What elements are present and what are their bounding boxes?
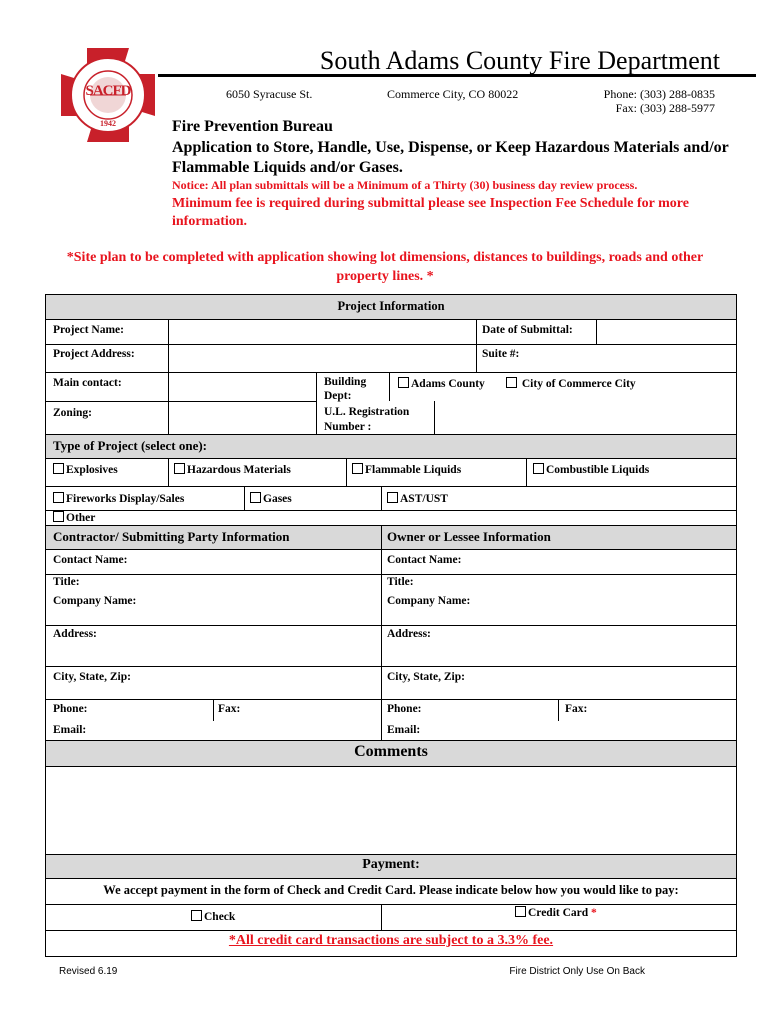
owner-fax-field[interactable]: [592, 701, 734, 719]
owner-phone-label: Phone:: [387, 703, 422, 715]
owner-title-label: Title:: [387, 576, 414, 588]
logo-arc-text: [57, 49, 159, 50]
pay-by-check-option[interactable]: [191, 910, 235, 923]
commerce-city-checkbox[interactable]: [506, 377, 517, 388]
bureau-title: Fire Prevention Bureau: [172, 118, 333, 135]
contractor-city-label: City, State, Zip:: [53, 671, 131, 683]
application-title: Application to Store, Handle, Use, Dispense, or Keep Hazardous Materials and/or Flammable Liquids and/or Gases.: [172, 139, 729, 176]
contractor-phone-label: Phone:: [53, 703, 88, 715]
owner-fax-label: Fax:: [565, 703, 588, 715]
contractor-title-label: Title:: [53, 576, 80, 588]
logo-year: 1942: [100, 119, 116, 128]
owner-contact-name-field[interactable]: [480, 551, 734, 572]
check-checkbox[interactable]: [191, 910, 202, 921]
owner-section-title: Owner or Lessee Information: [387, 529, 551, 544]
owner-city-field[interactable]: [480, 668, 734, 697]
option-explosives[interactable]: [53, 463, 118, 476]
owner-phone-field[interactable]: [430, 701, 555, 719]
department-name: South Adams County Fire Department: [319, 46, 720, 75]
project-address-label: Project Address:: [53, 348, 135, 360]
contractor-contact-name-label: Contact Name:: [53, 554, 128, 566]
payment-instruction: We accept payment in the form of Check and Credit Card. Please indicate below how you would like to pay:: [103, 883, 679, 897]
application-form: [45, 294, 737, 957]
hazardous-materials-checkbox[interactable]: [174, 463, 185, 474]
gases-checkbox[interactable]: [250, 492, 261, 503]
adams-county-text: Adams County: [411, 378, 485, 390]
flammable-liquids-text: Flammable Liquids: [365, 464, 462, 476]
option-flammable-liquids[interactable]: [352, 463, 461, 476]
contractor-address-field[interactable]: [106, 627, 378, 664]
date-of-submittal-label: Date of Submittal:: [482, 324, 573, 336]
owner-title-field[interactable]: [420, 576, 734, 590]
project-name-field[interactable]: [170, 321, 474, 342]
gases-text: Gases: [263, 493, 292, 505]
option-fireworks[interactable]: [53, 492, 184, 505]
owner-company-field[interactable]: [480, 593, 734, 623]
owner-company-label: Company Name:: [387, 595, 471, 607]
contractor-fax-field[interactable]: [246, 701, 378, 719]
combustible-liquids-text: Combustible Liquids: [546, 464, 650, 476]
option-combustible-liquids[interactable]: [533, 463, 649, 476]
phone-number: Phone: (303) 288-0835: [603, 87, 715, 101]
option-other[interactable]: [53, 511, 95, 524]
contractor-title-field[interactable]: [86, 576, 378, 590]
owner-contact-name-label: Contact Name:: [387, 554, 462, 566]
explosives-checkbox[interactable]: [53, 463, 64, 474]
fax-number: Fax: (303) 288-5977: [615, 101, 715, 115]
project-address-field[interactable]: [170, 346, 474, 370]
owner-email-label: Email:: [387, 724, 421, 736]
logo-letters: SACFD: [85, 83, 131, 99]
combustible-liquids-checkbox[interactable]: [533, 463, 544, 474]
adams-county-option[interactable]: [398, 377, 485, 390]
contractor-contact-name-field[interactable]: [146, 551, 378, 572]
main-contact-field[interactable]: [170, 374, 314, 400]
commerce-city-text: City of Commerce City: [521, 378, 636, 390]
review-notice: Notice: All plan submittals will be a Minimum of a Thirty (30) business day review process.: [172, 178, 638, 192]
project-info-title: Project Information: [337, 299, 445, 313]
credit-card-checkbox[interactable]: [515, 906, 526, 917]
suite-label: Suite #:: [482, 348, 520, 360]
contractor-company-field[interactable]: [146, 593, 378, 623]
project-name-label: Project Name:: [53, 324, 124, 336]
credit-card-asterisk: *: [591, 907, 597, 919]
contractor-email-label: Email:: [53, 724, 87, 736]
payment-title: Payment:: [362, 857, 420, 872]
department-logo: [57, 44, 159, 146]
minimum-fee-notice: Minimum fee is required during submittal please see Inspection Fee Schedule for more information.: [172, 196, 689, 229]
other-checkbox[interactable]: [53, 511, 64, 522]
ast-ust-text: AST/UST: [400, 493, 448, 505]
date-of-submittal-field[interactable]: [598, 321, 734, 342]
option-ast-ust[interactable]: [387, 492, 448, 505]
fireworks-checkbox[interactable]: [53, 492, 64, 503]
owner-email-field[interactable]: [430, 722, 734, 738]
main-contact-label: Main contact:: [53, 377, 122, 389]
building-dept-label: Building Dept:: [324, 376, 367, 402]
ast-ust-checkbox[interactable]: [387, 492, 398, 503]
flammable-liquids-checkbox[interactable]: [352, 463, 363, 474]
ul-registration-field[interactable]: [436, 403, 734, 432]
contractor-city-field[interactable]: [146, 668, 378, 697]
commerce-city-option[interactable]: [506, 377, 636, 390]
option-hazardous-materials[interactable]: [174, 463, 291, 476]
street-address: 6050 Syracuse St.: [226, 87, 313, 101]
office-use-note: Fire District Only Use On Back: [509, 966, 645, 977]
fireworks-text: Fireworks Display/Sales: [66, 493, 185, 505]
contractor-company-label: Company Name:: [53, 595, 137, 607]
ul-registration-label: U.L. Registration Number :: [324, 406, 410, 433]
credit-card-text: Credit Card: [528, 907, 589, 919]
adams-county-checkbox[interactable]: [398, 377, 409, 388]
zoning-label: Zoning:: [53, 407, 92, 419]
contractor-fax-label: Fax:: [218, 703, 241, 715]
suite-field[interactable]: [478, 359, 734, 371]
credit-card-fee-notice: *All credit card transactions are subject to a 3.3% fee.: [228, 933, 554, 948]
explosives-text: Explosives: [66, 464, 118, 476]
contractor-section-title: Contractor/ Submitting Party Information: [53, 529, 290, 544]
other-text: Other: [66, 512, 96, 524]
owner-city-label: City, State, Zip:: [387, 671, 465, 683]
contractor-phone-field[interactable]: [96, 701, 210, 719]
site-plan-notice: *Site plan to be completed with application showing lot dimensions, distances to buildings, roads and other property lines. *: [66, 250, 704, 284]
header-rule: [158, 74, 756, 77]
owner-address-label: Address:: [387, 628, 431, 640]
comments-textarea[interactable]: [48, 768, 734, 852]
project-type-title: Type of Project (select one):: [53, 438, 208, 453]
contractor-email-field[interactable]: [96, 722, 378, 738]
hazardous-materials-text: Hazardous Materials: [187, 464, 291, 476]
revision-note: Revised 6.19: [59, 966, 118, 977]
check-text: Check: [204, 911, 236, 923]
city-address: Commerce City, CO 80022: [387, 87, 519, 101]
owner-address-field[interactable]: [440, 627, 734, 664]
contractor-address-label: Address:: [53, 628, 97, 640]
option-gases[interactable]: [250, 492, 292, 505]
pay-by-credit-card-option[interactable]: [515, 906, 597, 919]
comments-title: Comments: [354, 743, 428, 760]
zoning-field[interactable]: [170, 403, 314, 432]
